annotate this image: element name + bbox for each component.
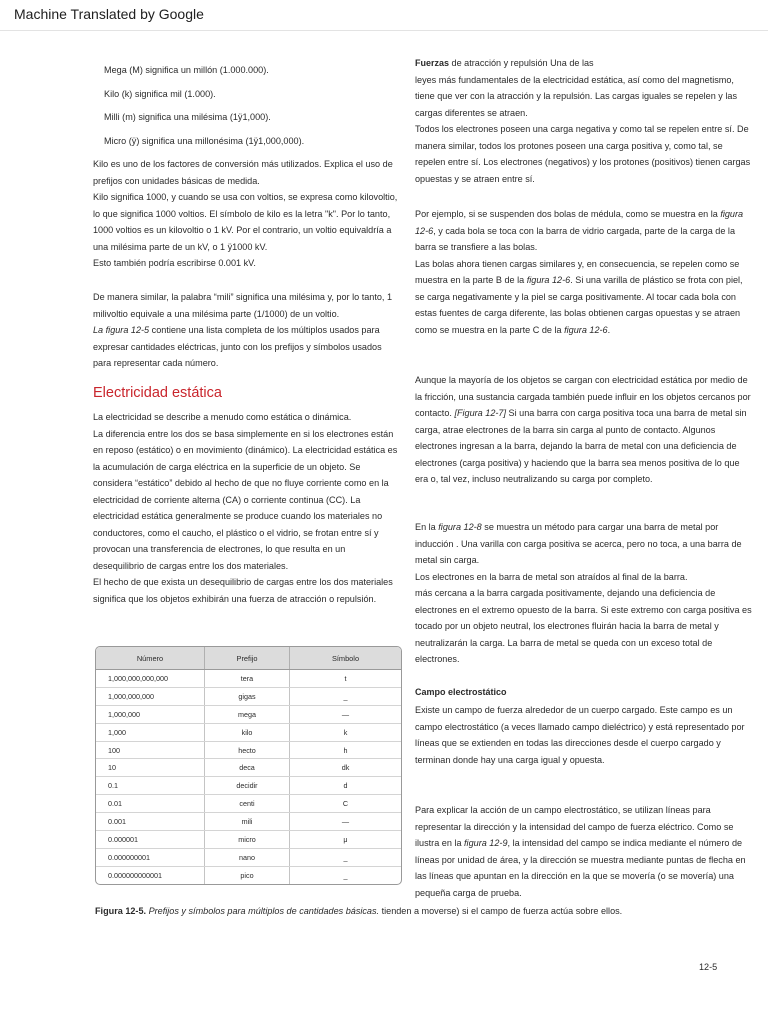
cell-number: 1,000,000,000 <box>96 687 205 705</box>
unit-kilo: Kilo (k) significa mil (1.000). <box>104 88 216 99</box>
cell-symbol: h <box>290 741 402 759</box>
cell-symbol: t <box>290 670 402 688</box>
cell-prefix: centi <box>205 795 290 813</box>
cell-symbol: _ <box>290 687 402 705</box>
left-paragraph-static: La electricidad se describe a menudo como estática o dinámica. La diferencia entre los dos se basa simplemente en si los electrones están en reposo (estático) o en movimiento (dinámico). La electricidad estática es la acumulación de carga eléctrica en la superficie de un objeto. Se considera “estático” debido al hecho de que no fluye corriente como en la electricidad de corriente alterna (CA) o corriente continua (CC). La electricidad estática generalmente se produce cuando los materiales no conductores, como el caucho, el plástico o el vidrio, se frotan entre sí y provocan una transferencia de electrones, lo que resulta en un desequilibrio de cargas entre los dos materiales. El hecho de que exista un desequilibrio de cargas entre los dos materiales significa que los objetos exhibirán una fuerza de atracción o repulsión. <box>93 412 398 604</box>
table-header-row <box>96 647 401 670</box>
figure-ref: figura 12-6 <box>564 324 608 335</box>
left-paragraph-kilo: Kilo es uno de los factores de conversión más utilizados. Explica el uso de prefijos con unidades básicas de medida. Kilo significa 1000, y cuando se usa con voltios, se expresa como kilovoltio, lo que significa 1000 voltios. El símbolo de kilo es la letra "k". Por lo tanto, 1000 voltios es un kilovoltio o 1 kV. Por el contrario, un voltio equivaldría a una milésima parte de un kV, o 1 ÿ1000 kV. Esto también podría escribirse 0.001 kV. <box>93 159 398 268</box>
table-row <box>96 777 401 795</box>
cell-prefix: hecto <box>205 741 290 759</box>
figure-ref: figura 12-6 <box>526 275 571 285</box>
right-paragraph-induction: En la figura 12-8 se muestra un método para cargar una barra de metal por inducción . Una varilla con carga positiva se acerca, pero no toca, a una barra de metal sin carga. Los electrones en la barra de metal son atraídos al final de la barra. más cercana a la barra cargada positivamente, dejando una deficiencia de electrones en el extremo opuesto de la barra. Si este extremo con carga positiva es tocado por un objeto neutral, los electrones fluirán hacia la barra de metal y neutralizarán la carga. La barra de metal se queda con un exceso total de electrones. <box>415 522 752 664</box>
table-row <box>96 687 401 705</box>
cell-number: 0.000000000001 <box>96 866 205 883</box>
unit-definitions <box>104 59 304 153</box>
figure-ref: figura 12-8 <box>438 522 482 532</box>
cell-number: 0.001 <box>96 813 205 831</box>
cell-symbol: _ <box>343 870 348 880</box>
figure-caption <box>95 904 755 918</box>
table-row <box>96 795 401 813</box>
col-header-prefix: Prefijo <box>205 647 290 670</box>
cell-number: 0.000000001 <box>96 848 205 866</box>
cell-symbol: _ <box>290 848 402 866</box>
right-subheading: Campo electrostático <box>415 687 507 697</box>
unit-mega: Mega (M) significa un millón (1.000.000). <box>104 65 269 75</box>
section-heading: Electricidad estática <box>93 385 222 401</box>
cell-symbol: d <box>290 777 402 795</box>
caption-rest: tienden a moverse) si el campo de fuerza actúa sobre ellos. <box>379 906 623 916</box>
cell-prefix: micro <box>205 831 290 849</box>
right-paragraph-field-lines: Para explicar la acción de un campo electrostático, se utilizan líneas para representar la dirección y la intensidad del campo de fuerza eléctrico. Como se ilustra en la figura 12-9, la intensidad del campo se indica mediante el número de líneas por unidad de área, y la dirección se muestra mediante puntas de flecha en las líneas que apuntan en la dirección en la que se movería (o se movería) una pequeña carga de prueba. <box>415 805 746 898</box>
cell-prefix: pico <box>205 866 290 883</box>
cell-prefix: mili <box>205 813 290 831</box>
right-paragraph-forces: Fuerzas de atracción y repulsión Una de las leyes más fundamentales de la electricidad estática, así como del magnetismo, tiene que ver con la atracción y la repulsión. Las cargas iguales se repelen y las cargas diferentes se atraen. Todos los electrones poseen una carga negativa y como tal se repelen entre sí. De manera similar, todos los protones poseen una carga positiva y, como tal, se repelen entre sí. Los electrones (negativos) y los protones (positivos) tienen cargas opuestas y se atraen entre sí. <box>415 58 751 184</box>
cell-symbol: C <box>290 795 402 813</box>
cell-symbol: k <box>290 723 402 741</box>
cell-symbol: — <box>290 705 402 723</box>
unit-milli: Milli (m) significa una milésima (1ÿ1,000). <box>104 112 271 122</box>
cell-number: 1,000,000 <box>96 705 205 723</box>
page-number: 12-5 <box>699 962 718 972</box>
cell-number: 10 <box>96 759 205 777</box>
figure-ref: figura 12-9 <box>464 838 508 848</box>
translation-banner <box>0 0 768 31</box>
caption-label: Figura 12-5. <box>95 906 147 916</box>
cell-prefix: gigas <box>205 687 290 705</box>
left-paragraph-mili: De manera similar, la palabra “mili” significa una milésima y, por lo tanto, 1 milivoltio equivale a una milésima parte (1/1000) de un voltio. La figura 12-5 contiene una lista completa de los múltiplos usados para expresar cantidades eléctricas, junto con los prefijos y símbolos usados para representar cada número. <box>93 292 393 368</box>
table-row <box>96 741 401 759</box>
cell-number: 0.01 <box>96 795 205 813</box>
cell-prefix: tera <box>205 670 290 688</box>
unit-micro: Micro (ÿ) significa una millonésima (1ÿ1,000,000). <box>104 135 305 146</box>
cell-prefix: decidir <box>205 777 290 795</box>
figure-ref: [Figura 12-7] <box>454 408 506 418</box>
right-paragraph-pith-balls: Por ejemplo, si se suspenden dos bolas de médula, como se muestra en la figura 12-6, y cada bola se toca con la barra de vidrio cargada, parte de la carga de la barra se transfiere a las bolas. Las bolas ahora tienen cargas similares y, en consecuencia, se repelen como se muestra en la parte B de la figura 12-6. Si una varilla de plástico se frota con piel, se carga negativamente y la piel se carga positivamente. Al tocar cada bola con estas fuentes de carga diferente, las bolas obtienen cargas opuestas y se atraen como se muestra en la parte C de la figura 12-6. <box>415 209 744 335</box>
prefix-table <box>95 646 402 885</box>
cell-symbol: — <box>290 813 402 831</box>
right-paragraph-field: Existe un campo de fuerza alrededor de un cuerpo cargado. Este campo es un campo electrostático (a veces llamado campo dieléctrico) y está representado por líneas que se extienden en todas las direcciones desde el cuerpo cargado y terminan donde hay una carga igual y opuesta. <box>415 705 745 765</box>
table-row <box>96 759 401 777</box>
table-row <box>96 831 401 849</box>
table-row <box>96 723 401 741</box>
cell-prefix: mega <box>205 705 290 723</box>
cell-number: 100 <box>96 741 205 759</box>
figure-ref: La figura 12-5 <box>93 325 150 335</box>
cell-prefix: deca <box>205 759 290 777</box>
cell-number: 0.1 <box>96 777 205 795</box>
cell-symbol: μ <box>290 831 402 849</box>
figure-ref: figura 12-6 <box>415 209 744 236</box>
table-row <box>96 813 401 831</box>
col-header-number: Número <box>96 647 205 670</box>
table-row <box>96 848 401 866</box>
cell-prefix: kilo <box>205 723 290 741</box>
table-row <box>96 705 401 723</box>
cell-prefix: nano <box>205 848 290 866</box>
table-row <box>96 670 401 688</box>
cell-symbol: dk <box>290 759 402 777</box>
caption-title: Prefijos y símbolos para múltiplos de cantidades básicas. <box>146 906 380 916</box>
table-row <box>96 866 401 883</box>
banner-title: Machine Translated by Google <box>14 6 204 22</box>
right-paragraph-contact: Aunque la mayoría de los objetos se cargan con electricidad estática por medio de la fricción, una sustancia cargada también puede influir en los objetos cercanos por contacto. [Figura 12-7] Si una barra con carga positiva toca una barra de metal sin carga, atrae electrones de la barra sin carga al punto de contacto. Algunos electrones ingresan a la barra, dejando la barra de metal con una deficiencia de electrones (carga positiva) y haciendo que la barra sea menos positiva de lo que era o, tal vez, incluso neutralizando su carga por completo. <box>415 375 751 484</box>
cell-number: 1,000 <box>96 723 205 741</box>
cell-number: 0.000001 <box>96 831 205 849</box>
cell-number: 1,000,000,000,000 <box>96 670 205 688</box>
forces-heading: Fuerzas <box>415 58 450 68</box>
col-header-symbol: Símbolo <box>290 647 402 670</box>
